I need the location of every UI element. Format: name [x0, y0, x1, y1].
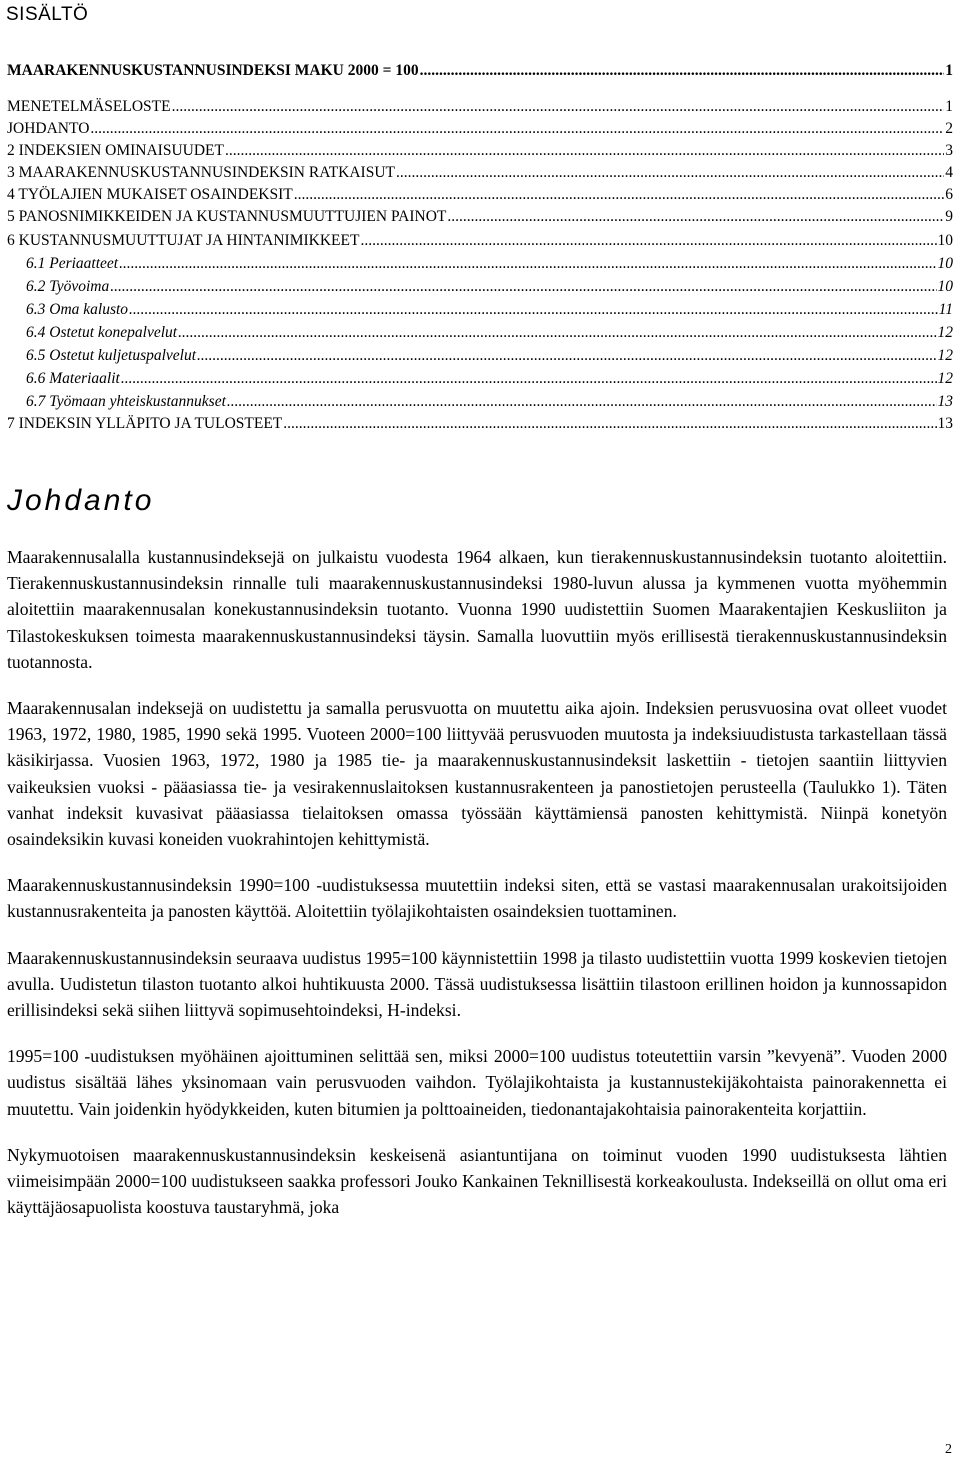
toc-entry-label: 2 INDEKSIEN OMINAISUUDET — [7, 142, 224, 159]
toc-subentry[interactable] — [7, 393, 953, 413]
toc-entry-page: 13 — [937, 415, 953, 432]
toc-dot-leader — [225, 142, 944, 160]
paragraph: Maarakennusalan indeksejä on uudistettu ja samalla perusvuotta on muutettu aika ajoin. Indeksien perusvuosina ovat olleet vuodet 1963, 1972, 1980, 1985, 1990 sekä 1995. Vuoteen 2000=100 liittyvää perusvuoden muutosta ja indeksiuudistusta tarkastellaan tässä käsikirjassa. Vuosien 1963, 1972, 1980 ja 1985 tie- ja maarakennuskustannusindeksit laskettiin - tietojen saantiin liittyvien vaikeuksien vuoksi - pääasiassa tie- ja vesirakennuslaitoksen kustannusrakenteen ja panostietojen perusteella (Taulukko 1). Täten vanhat indeksit kuvasivat pääasiassa tielaitoksen omassa työssään käyttämiensä panosten kehittymistä. Niinpä konetyön osaindeksikin kuvasi koneiden vuokrahintojen kehittymistä. — [7, 698, 947, 850]
toc-entry-page: 6 — [945, 186, 953, 203]
toc-entry-page: 11 — [938, 301, 953, 318]
toc-entry[interactable] — [7, 208, 953, 228]
toc-dot-leader — [172, 98, 945, 116]
toc-entry-label: 6.3 Oma kalusto — [26, 301, 129, 318]
toc-entry-label: 6.2 Työvoima — [26, 278, 110, 295]
toc-dot-leader — [119, 255, 936, 273]
toc-subentry[interactable] — [7, 370, 953, 390]
toc-entry-page: 12 — [937, 347, 953, 364]
paragraph: Maarakennusalalla kustannusindeksejä on julkaistu vuodesta 1964 alkaen, kun tierakennuskustannusindeksin tuotanto aloitettiin. Tierakennuskustannusindeksin rinnalle tuli maarakennuskustannusindeksi 1980-luvun alussa ja kymmenen vuotta myöhemmin aloitettiin maarakennusalan konekustannusindeksin tuotanto. Vuonna 1990 uudistettiin Suomen Maarakentajien Keskusliiton ja Tilastokeskuksen toimesta maarakennuskustannusindeksi täysin. Samalla luovuttiin myös erillisestä tierakennuskustannusindeksin tuotannosta. — [7, 547, 947, 672]
toc-dot-leader — [396, 164, 944, 182]
toc-subentry[interactable] — [7, 278, 953, 298]
toc-dot-leader — [360, 232, 936, 250]
toc-dot-leader — [178, 324, 936, 342]
toc-entry-label: 6.5 Ostetut kuljetuspalvelut — [26, 347, 197, 364]
toc-entry-page: 10 — [937, 255, 953, 272]
toc-entry-label: 6 KUSTANNUSMUUTTUJAT JA HINTANIMIKKEET — [7, 232, 360, 249]
toc-dot-leader — [121, 370, 937, 388]
toc-entry[interactable] — [7, 415, 953, 435]
toc-entry-label: 4 TYÖLAJIEN MUKAISET OSAINDEKSIT — [7, 186, 293, 203]
toc-entry[interactable] — [7, 62, 953, 82]
toc-entry-label: 6.6 Materiaalit — [26, 370, 120, 387]
toc-entry[interactable] — [7, 120, 953, 140]
toc-dot-leader — [447, 208, 944, 226]
toc-dot-leader — [227, 393, 937, 411]
toc-entry-page: 1 — [945, 98, 953, 115]
toc-entry-label: JOHDANTO — [7, 120, 90, 137]
toc-subentry[interactable] — [7, 255, 953, 275]
toc-entry[interactable] — [7, 232, 953, 252]
toc-dot-leader — [197, 347, 936, 365]
toc-entry[interactable] — [7, 142, 953, 162]
paragraph: 1995=100 -uudistuksen myöhäinen ajoittuminen selittää sen, miksi 2000=100 uudistus toteutettiin varsin ”kevyenä”. Vuoden 2000 uudistus sisältää lähes yksinomaan vain perusvuoden vaihdon. Työlajikohtaista ja kustannustekijäkohtaista painorakennetta ei muutettu. Vain joidenkin hyödykkeiden, kuten bitumien ja polttoaineiden, tiedonantajakohtaisia painorakenteita korjattiin. — [7, 1046, 947, 1119]
toc-dot-leader — [420, 62, 945, 80]
toc-entry-label: MENETELMÄSELOSTE — [7, 98, 171, 115]
toc-entry-page: 10 — [937, 232, 953, 249]
paragraph: Maarakennuskustannusindeksin seuraava uudistus 1995=100 käynnistettiin 1998 ja tilasto uudistettiin vuotta 1999 koskevien tietojen avulla. Uudistetun tilaston tuotanto alkoi huhtikuusta 2000. Tässä uudistuksessa lisättiin tilastoon erillinen hoidon ja kunnossapidon erillisindeksi sekä siihen liittyvä sopimusehtoindeksi, H-indeksi. — [7, 947, 947, 1021]
toc-entry-page: 2 — [945, 120, 953, 137]
toc-subentry[interactable] — [7, 324, 953, 344]
toc-dot-leader — [283, 415, 936, 433]
toc-entry-label: 6.4 Ostetut konepalvelut — [26, 324, 178, 341]
toc-subentry[interactable] — [7, 301, 953, 321]
toc-entry[interactable] — [7, 98, 953, 118]
toc-dot-leader — [294, 186, 945, 204]
toc-entry-page: 10 — [937, 278, 953, 295]
toc-entry-page: 12 — [937, 324, 953, 341]
toc-title: SISÄLTÖ — [6, 4, 89, 25]
section-body — [7, 544, 947, 1240]
toc-entry-label: 3 MAARAKENNUSKUSTANNUSINDEKSIN RATKAISUT — [7, 164, 395, 181]
paragraph: Maarakennuskustannusindeksin 1990=100 -uudistuksessa muutettiin indeksi siten, että se vastasi maarakennusalan urakoitsijoiden kustannusrakenteita ja panosten käyttöä. Aloitettiin työlajikohtaisten osaindeksien tuottaminen. — [7, 875, 947, 922]
toc-entry[interactable] — [7, 186, 953, 206]
toc-entry-label: MAARAKENNUSKUSTANNUSINDEKSI MAKU 2000 = 100 — [7, 62, 419, 79]
toc-entry-page: 13 — [937, 393, 953, 410]
toc-dot-leader — [110, 278, 936, 296]
toc-entry-page: 12 — [937, 370, 953, 387]
toc-entry-page: 4 — [945, 164, 953, 181]
toc-subentry[interactable] — [7, 347, 953, 367]
toc-entry[interactable] — [7, 164, 953, 184]
page-number: 2 — [945, 1442, 952, 1457]
toc-entry-label: 5 PANOSNIMIKKEIDEN JA KUSTANNUSMUUTTUJIEN PAINOT — [7, 208, 447, 225]
toc-dot-leader — [90, 120, 944, 138]
toc-entry-page: 1 — [945, 62, 953, 79]
toc-entry-page: 9 — [945, 208, 953, 225]
toc-entry-label: 6.7 Työmaan yhteiskustannukset — [26, 393, 226, 410]
section-title: Johdanto — [7, 484, 155, 517]
toc-entry-label: 7 INDEKSIN YLLÄPITO JA TULOSTEET — [7, 415, 283, 432]
toc-dot-leader — [129, 301, 938, 319]
toc-entry-label: 6.1 Periaatteet — [26, 255, 119, 272]
paragraph: Nykymuotoisen maarakennuskustannusindeksin keskeisenä asiantuntijana on toiminut vuoden 1990 uudistuksesta lähtien viimeisimpään 2000=100 uudistukseen saakka professori Jouko Kankainen Teknillisestä korkeakoulusta. Indekseillä on ollut oma eri käyttäjäosapuolista koostuva taustaryhmä, joka — [7, 1144, 947, 1218]
toc-entry-page: 3 — [945, 142, 953, 159]
